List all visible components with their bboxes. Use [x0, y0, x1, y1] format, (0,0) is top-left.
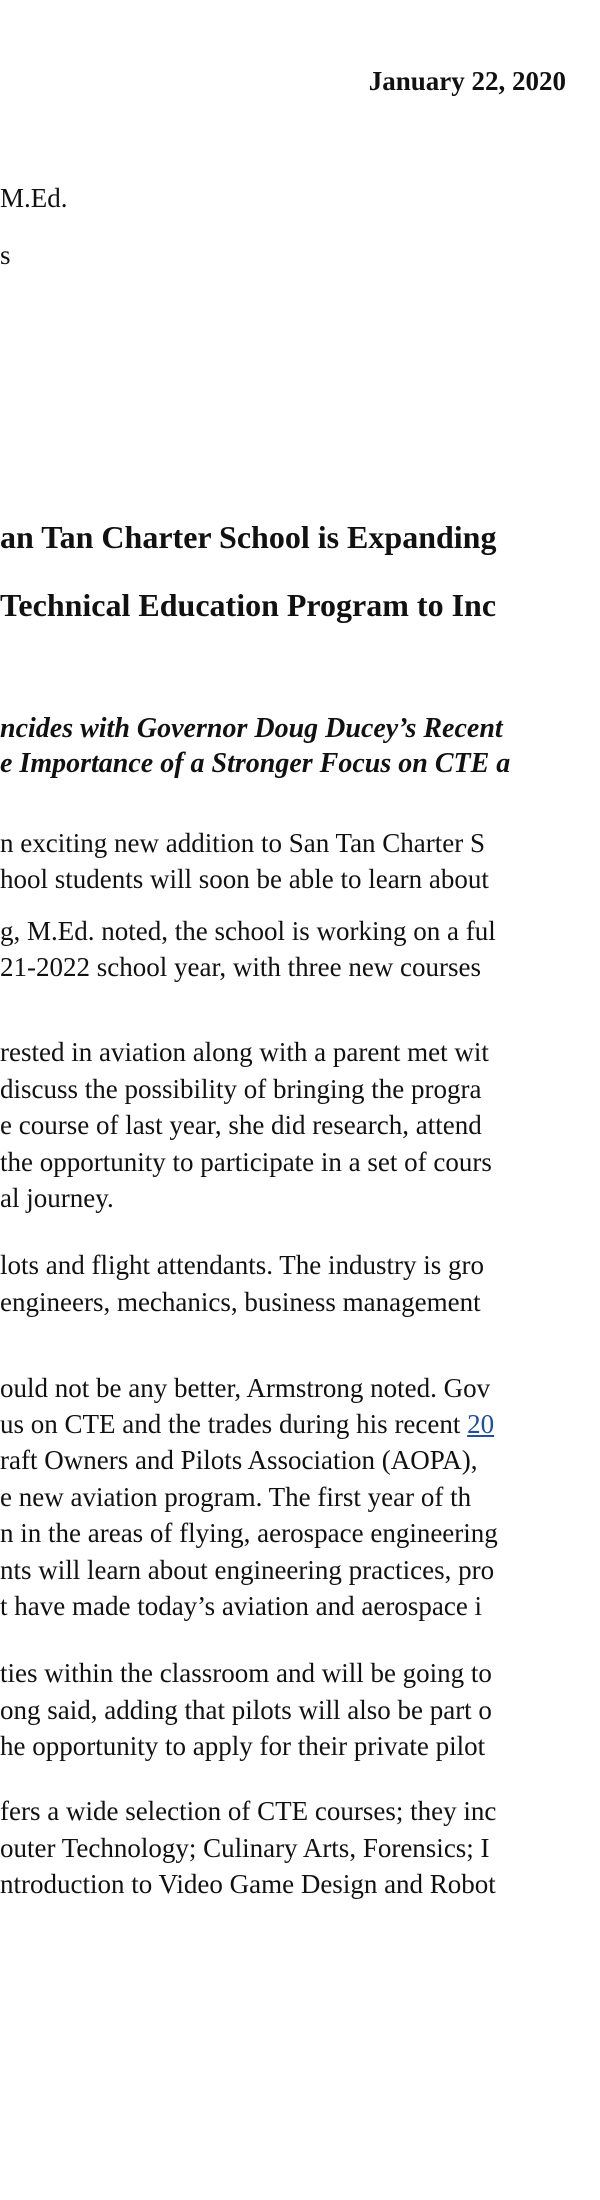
paragraph-5-line-5: n in the areas of flying, aerospace engineering [0, 1518, 498, 1548]
paragraph-5-line-2 [0, 1407, 494, 1441]
paragraph-5-line-6: nts will learn about engineering practices, pro [0, 1555, 495, 1585]
paragraph-2-line-2: 21-2022 school year, with three new courses [0, 952, 482, 982]
paragraph-3-line-5: al journey. [0, 1183, 114, 1213]
paragraph-6-line-2: ong said, adding that pilots will also be part o [0, 1695, 492, 1725]
paragraph-1-line-1: n exciting new addition to San Tan Charter S [0, 828, 486, 858]
subheadline-line-2: e Importance of a Stronger Focus on CTE a [0, 748, 511, 779]
paragraph-3-line-1: rested in aviation along with a parent met wit [0, 1037, 489, 1067]
paragraph-4-line-2: engineers, mechanics, business management [0, 1287, 481, 1317]
paragraph-3-line-3: e course of last year, she did research, attend [0, 1110, 482, 1140]
paragraph-3-line-2: discuss the possibility of bringing the progra [0, 1074, 482, 1104]
paragraph-7-line-3: ntroduction to Video Game Design and Robot [0, 1869, 496, 1899]
paragraph-5-line-3: raft Owners and Pilots Association (AOPA), [0, 1445, 478, 1475]
paragraph-6-line-3: he opportunity to apply for their private pilot [0, 1731, 486, 1761]
paragraph-4-line-1: lots and flight attendants. The industry is gro [0, 1250, 484, 1280]
paragraph-5-line-7: t have made today’s aviation and aerospace i [0, 1591, 483, 1621]
paragraph-7-line-2: outer Technology; Culinary Arts, Forensics; I [0, 1833, 490, 1863]
paragraph-3-line-4: the opportunity to participate in a set of cours [0, 1147, 492, 1177]
subheadline-line-1: ncides with Governor Doug Ducey’s Recent [0, 713, 503, 744]
press-release-date: January 22, 2020 [368, 66, 566, 96]
paragraph-5-line-4: e new aviation program. The first year of th [0, 1482, 472, 1512]
paragraph-5-line-1: ould not be any better, Armstrong noted. Gov [0, 1373, 491, 1403]
headline-line-1: an Tan Charter School is Expanding [0, 519, 497, 555]
headline-line-2: Technical Education Program to Inc [0, 587, 497, 623]
paragraph-1-line-2: hool students will soon be able to learn about [0, 864, 489, 894]
contact-title: s [0, 240, 11, 270]
state-of-the-state-link[interactable]: 20 [467, 1409, 495, 1439]
paragraph-5-line-2-text: us on CTE and the trades during his recent [0, 1409, 468, 1439]
contact-credentials: M.Ed. [0, 183, 68, 213]
paragraph-6-line-1: ties within the classroom and will be going to [0, 1658, 492, 1688]
paragraph-2-line-1: g, M.Ed. noted, the school is working on a ful [0, 916, 496, 946]
paragraph-7-line-1: fers a wide selection of CTE courses; they inc [0, 1796, 497, 1826]
